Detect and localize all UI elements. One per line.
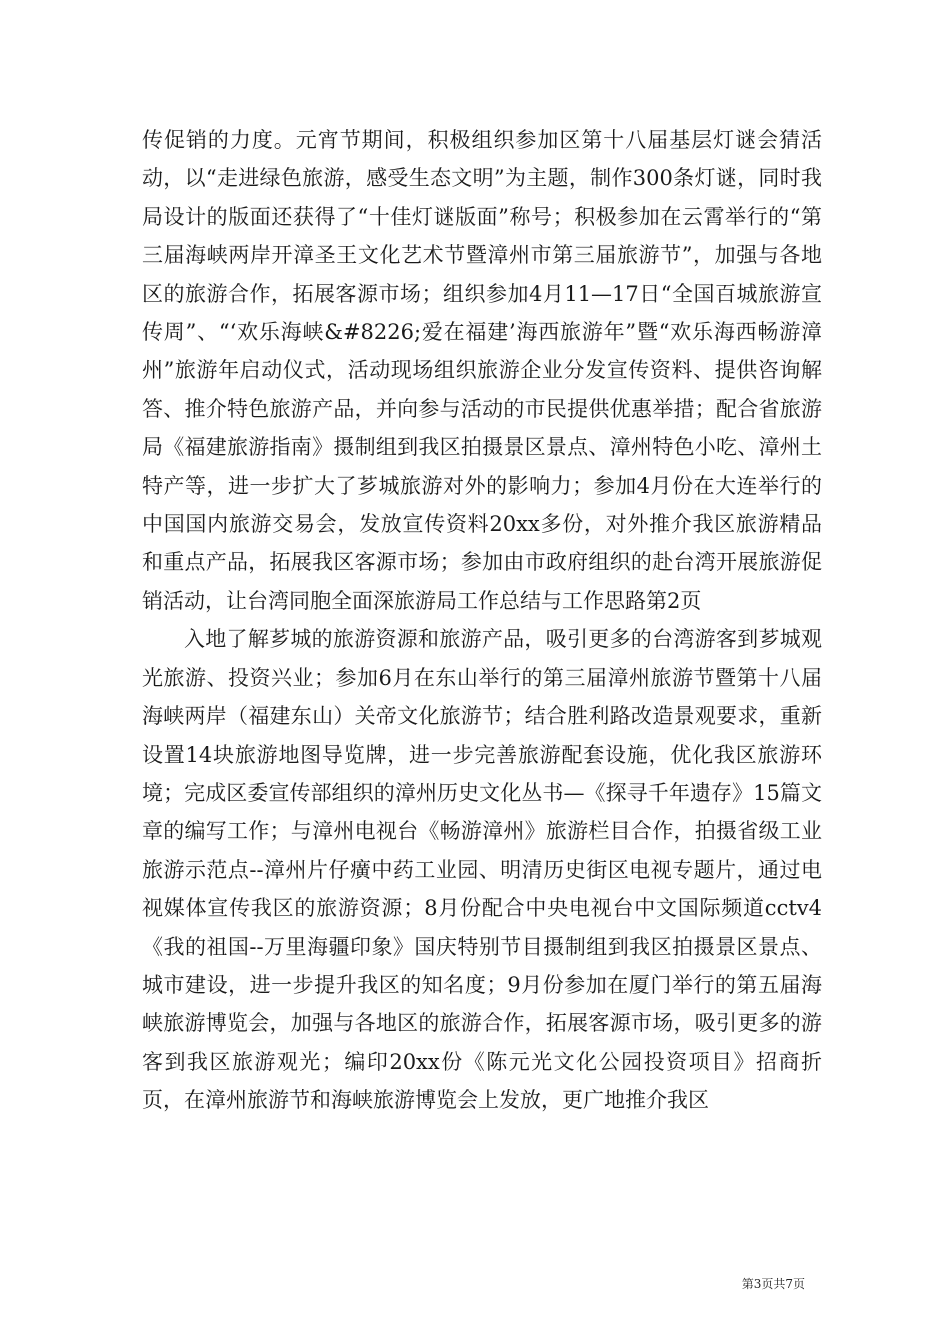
- paragraph-1: 传促销的力度。元宵节期间，积极组织参加区第十八届基层灯谜会猜活动，以“走进绿色旅游，感受生态文明”为主题，制作300条灯谜，同时我局设计的版面还获得了“十佳灯谜版面”称号；积极参加在云霄举行的“第三届海峡两岸开漳圣王文化艺术节暨漳州市第三届旅游节”，加强与各地区的旅游合作，拓展客源市场；组织参加4月11—17日“全国百城旅游宣传周”、“‘欢乐海峡&#8226;爱在福建’海西旅游年”暨“欢乐海西畅游漳州”旅游年启动仪式，活动现场组织旅游企业分发宣传资料、提供咨询解答、推介特色旅游产品，并向参与活动的市民提供优惠举措；配合省旅游局《福建旅游指南》摄制组到我区拍摄景区景点、漳州特色小吃、漳州土特产等，进一步扩大了芗城旅游对外的影响力；参加4月份在大连举行的中国国内旅游交易会，发放宣传资料20xx多份，对外推介我区旅游精品和重点产品，拓展我区客源市场；参加由市政府组织的赴台湾开展旅游促销活动，让台湾同胞全面深旅游局工作总结与工作思路第2页: [142, 128, 822, 613]
- page-number-footer: 第3页共7页: [741, 1277, 805, 1291]
- body-text: [142, 121, 822, 1120]
- paragraph-2: 入地了解芗城的旅游资源和旅游产品，吸引更多的台湾游客到芗城观光旅游、投资兴业；参加6月在东山举行的第三届漳州旅游节暨第十八届海峡两岸（福建东山）关帝文化旅游节；结合胜利路改造景观要求，重新设置14块旅游地图导览牌，进一步完善旅游配套设施，优化我区旅游环境；完成区委宣传部组织的漳州历史文化丛书—《探寻千年遗存》15篇文章的编写工作；与漳州电视台《畅游漳州》旅游栏目合作，拍摄省级工业旅游示范点--漳州片仔癀中药工业园、明清历史街区电视专题片，通过电视媒体宣传我区的旅游资源；8月份配合中央电视台中文国际频道cctv4《我的祖国--万里海疆印象》国庆特别节目摄制组到我区拍摄景区景点、城市建设，进一步提升我区的知名度；9月份参加在厦门举行的第五届海峡旅游博览会，加强与各地区的旅游合作，拓展客源市场，吸引更多的游客到我区旅游观光；编印20xx份《陈元光文化公园投资项目》招商折页，在漳州旅游节和海峡旅游博览会上发放，更广地推介我区: [142, 627, 822, 1113]
